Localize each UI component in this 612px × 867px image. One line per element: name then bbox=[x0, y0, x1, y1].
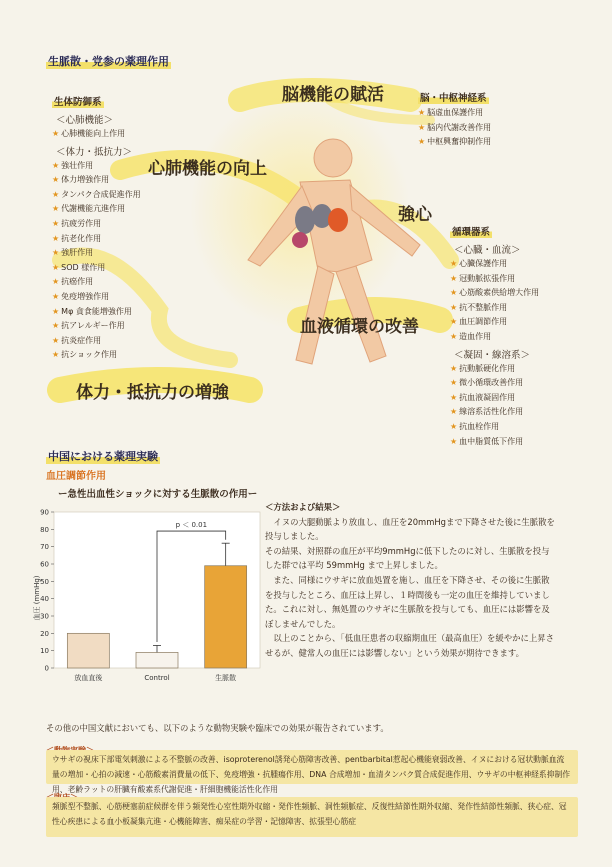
strength-list bbox=[52, 159, 172, 363]
list-item-label: 造血作用 bbox=[459, 331, 492, 341]
list-item bbox=[52, 275, 172, 290]
list-item bbox=[450, 330, 600, 345]
list-item bbox=[418, 135, 568, 150]
list-item bbox=[52, 188, 172, 203]
star-icon: ★ bbox=[450, 363, 458, 373]
star-icon: ★ bbox=[450, 288, 458, 298]
list-item bbox=[52, 202, 172, 217]
star-icon: ★ bbox=[52, 277, 60, 287]
circulation-group bbox=[450, 220, 600, 449]
star-icon: ★ bbox=[418, 108, 426, 117]
bar bbox=[67, 633, 109, 668]
heart-flow-list bbox=[450, 257, 600, 345]
y-tick-label: 90 bbox=[40, 508, 49, 517]
star-icon: ★ bbox=[450, 421, 458, 431]
star-icon: ★ bbox=[418, 137, 426, 147]
star-icon: ★ bbox=[52, 350, 60, 360]
star-icon: ★ bbox=[52, 306, 60, 316]
list-item-label: 抗炎症作用 bbox=[61, 335, 102, 345]
significance-label: p ＜ 0.01 bbox=[175, 521, 208, 530]
list-item bbox=[450, 286, 600, 301]
star-icon: ★ bbox=[418, 122, 426, 132]
star-icon: ★ bbox=[52, 233, 60, 243]
label-brain-activation: 脳機能の賦活 bbox=[282, 85, 384, 105]
heart-lung-subhead: ＜心肺機能＞ bbox=[56, 115, 114, 126]
list-item-label: 脳虚血保護作用 bbox=[427, 108, 484, 117]
method-paragraph-2: その結果、対照群の血圧が平均9mmHgに低下したのに対し、生脈散を投与した群では平均 59mmHg まで上昇しました。 bbox=[265, 545, 550, 571]
method-head: ＜方法および結果＞ bbox=[265, 502, 341, 512]
list-item bbox=[450, 257, 600, 272]
y-tick-label: 0 bbox=[44, 664, 49, 673]
y-tick-label: 70 bbox=[40, 543, 49, 552]
list-item bbox=[52, 173, 172, 188]
list-item-label: 線溶系活性化作用 bbox=[459, 407, 524, 417]
x-tick-label: 放血直後 bbox=[74, 674, 103, 682]
list-item bbox=[52, 159, 172, 174]
clinic-text: 頻脈型不整脈、心筋梗塞前症候群を伴う頻発性心室性期外収縮・発作性頻脈、洞性頻脈症、反復性結節性期外収縮、発作性結節性頻脈、狭心症、冠性心疾患による血小板凝集亢進・心機能障害、痴呆症の学習・記憶障害、拡張型心筋症 bbox=[52, 802, 567, 826]
list-item-label: 脳内代謝改善作用 bbox=[427, 122, 492, 132]
list-item-label: 体力増強作用 bbox=[61, 175, 110, 185]
y-axis-label: 血圧 (mmHg) bbox=[33, 575, 41, 621]
animal-text: ウサギの視床下部電気刺激による不整脈の改善、isoproterenol誘発心筋障害改善、pentbarbital惹起心機能衰弱改善、イヌにおける冠状動脈血流量の増加・心拍の減速・心筋酸素消費量の低下、免疫増強・抗腫瘍作用、DNA 合成増加・血清タンパク質合成促進作用、ウサギの中枢神経系抑制作用、老齢ラットの肝臓有酸素系代謝促進・肝細胞機能活性化作用 bbox=[52, 755, 571, 794]
list-item-label: 抗ショック作用 bbox=[61, 350, 118, 360]
star-icon: ★ bbox=[52, 321, 60, 331]
star-icon: ★ bbox=[450, 259, 458, 268]
list-item-label: 微小循環改善作用 bbox=[459, 378, 524, 388]
star-icon: ★ bbox=[450, 331, 458, 341]
heart-lung-list bbox=[52, 127, 172, 142]
label-circulation: 血液循環の改善 bbox=[300, 317, 419, 337]
list-item-label: 抗血栓作用 bbox=[459, 421, 500, 431]
star-icon: ★ bbox=[450, 407, 458, 417]
star-icon: ★ bbox=[52, 189, 60, 199]
star-icon: ★ bbox=[52, 204, 60, 214]
defense-system-group bbox=[52, 90, 172, 363]
y-tick-label: 50 bbox=[40, 577, 49, 586]
brain-list bbox=[418, 106, 568, 150]
y-tick-label: 80 bbox=[40, 525, 49, 534]
star-icon: ★ bbox=[450, 317, 458, 327]
brain-group-head: 脳・中枢神経系 bbox=[418, 90, 489, 104]
list-item-label: 代謝機能亢進作用 bbox=[61, 204, 126, 214]
list-item bbox=[52, 246, 172, 261]
list-item bbox=[52, 232, 172, 247]
list-item bbox=[52, 217, 172, 232]
list-item-label: 中枢興奮抑制作用 bbox=[427, 137, 492, 147]
star-icon: ★ bbox=[52, 218, 60, 228]
circulation-group-head: 循環器系 bbox=[450, 224, 492, 238]
method-paragraph-3: また、同様にウサギに放血処置を施し、血圧を下降させ、その後に生脈散を投与したところ、血圧は上昇し、１時間後も一定の血圧を維持していました。これに対し、無処置のウサギに生脈散を投与しても、血圧には影響を及ぼしませんでした。 bbox=[265, 574, 550, 629]
list-item-label: 抗癌作用 bbox=[61, 277, 94, 287]
section2-title: 中国における薬理実験 bbox=[48, 450, 158, 463]
list-item bbox=[450, 435, 600, 450]
label-cardiotonic: 強心 bbox=[398, 205, 432, 225]
summary-text: その他の中国文献においても、以下のような動物実験や臨床での効果が報告されています。 bbox=[46, 723, 389, 733]
list-item bbox=[450, 405, 600, 420]
star-icon: ★ bbox=[52, 248, 60, 258]
list-item-label: 冠動脈拡張作用 bbox=[459, 273, 516, 283]
bar bbox=[205, 566, 247, 668]
star-icon: ★ bbox=[450, 302, 458, 312]
y-tick-label: 10 bbox=[40, 647, 49, 656]
star-icon: ★ bbox=[52, 160, 60, 170]
list-item bbox=[450, 301, 600, 316]
method-paragraph-4: 以上のことから、「低血圧患者の収縮期血圧（最高血圧）を緩やかに上昇させるが、健常人の血圧には影響しない」という効果が期待できます。 bbox=[265, 633, 554, 658]
list-item-label: タンパク合成促進作用 bbox=[61, 189, 141, 199]
list-item-label: 抗アレルギー作用 bbox=[61, 321, 125, 331]
chart-title: ー急性出血性ショックに対する生脈散の作用ー bbox=[58, 489, 258, 500]
star-icon: ★ bbox=[450, 378, 458, 388]
list-item-label: SOD 様作用 bbox=[61, 262, 106, 272]
y-tick-label: 30 bbox=[40, 612, 49, 621]
list-item bbox=[418, 121, 568, 136]
list-item-label: 強壮作用 bbox=[61, 160, 94, 170]
list-item bbox=[450, 391, 600, 406]
y-tick-label: 60 bbox=[40, 560, 49, 569]
strength-subhead: ＜体力・抵抗力＞ bbox=[56, 146, 133, 158]
heart-flow-subhead: ＜心臓・血流＞ bbox=[454, 245, 521, 256]
label-strength: 体力・抵抗力の増強 bbox=[76, 383, 229, 403]
y-tick-label: 20 bbox=[40, 629, 49, 638]
clinic-note bbox=[46, 797, 578, 837]
bp-bar-chart bbox=[30, 508, 265, 703]
star-icon: ★ bbox=[52, 262, 60, 272]
list-item-label: 抗不整脈作用 bbox=[459, 302, 508, 312]
list-item-label: 心臓保護作用 bbox=[459, 259, 508, 268]
star-icon: ★ bbox=[52, 291, 60, 301]
section1-title: 生脈散・党参の薬理作用 bbox=[48, 55, 169, 68]
list-item bbox=[450, 420, 600, 435]
star-icon: ★ bbox=[52, 175, 60, 185]
list-item-label: 抗動脈硬化作用 bbox=[459, 363, 516, 373]
list-item bbox=[52, 127, 172, 142]
list-item-label: Mφ 貪食能増強作用 bbox=[61, 306, 132, 316]
star-icon: ★ bbox=[52, 129, 60, 138]
star-icon: ★ bbox=[52, 335, 60, 345]
y-tick-label: 40 bbox=[40, 595, 49, 604]
list-item bbox=[52, 334, 172, 349]
list-item-label: 抗血液凝固作用 bbox=[459, 392, 516, 402]
defense-system-head: 生体防御系 bbox=[52, 94, 104, 108]
list-item bbox=[450, 376, 600, 391]
list-item-label: 抗老化作用 bbox=[61, 233, 102, 243]
list-item bbox=[418, 106, 568, 121]
list-item bbox=[52, 305, 172, 320]
list-item bbox=[52, 290, 172, 305]
list-item bbox=[450, 272, 600, 287]
list-item bbox=[450, 362, 600, 377]
label-heart-lung: 心肺機能の向上 bbox=[148, 159, 267, 179]
list-item-label: 血圧調節作用 bbox=[459, 317, 508, 327]
list-item-label: 血中脂質低下作用 bbox=[459, 436, 524, 446]
animal-note bbox=[46, 750, 578, 794]
star-icon: ★ bbox=[450, 392, 458, 402]
list-item-label: 心肺機能向上作用 bbox=[61, 129, 126, 138]
section2-subtitle: 血圧調節作用 bbox=[46, 471, 106, 482]
list-item-label: 強肝作用 bbox=[61, 248, 94, 258]
method-paragraph-1: イヌの大腿動脈より放血し、血圧を20mmHgまで下降させた後に生脈散を投与しました。 bbox=[265, 516, 555, 542]
list-item bbox=[52, 319, 172, 334]
coagulation-subhead: ＜凝固・線溶系＞ bbox=[454, 349, 531, 361]
list-item bbox=[52, 348, 172, 363]
list-item bbox=[450, 315, 600, 330]
list-item-label: 抗疲労作用 bbox=[61, 218, 102, 228]
list-item bbox=[52, 261, 172, 276]
x-tick-label: 生脈散 bbox=[215, 674, 237, 682]
x-tick-label: Control bbox=[144, 674, 170, 682]
list-item-label: 免疫増強作用 bbox=[61, 291, 110, 301]
coagulation-list bbox=[450, 362, 600, 450]
method-block bbox=[265, 500, 555, 661]
brain-group bbox=[418, 86, 568, 150]
star-icon: ★ bbox=[450, 273, 458, 283]
bar bbox=[136, 652, 178, 668]
star-icon: ★ bbox=[450, 436, 458, 446]
list-item-label: 心筋酸素供給増大作用 bbox=[459, 288, 540, 298]
